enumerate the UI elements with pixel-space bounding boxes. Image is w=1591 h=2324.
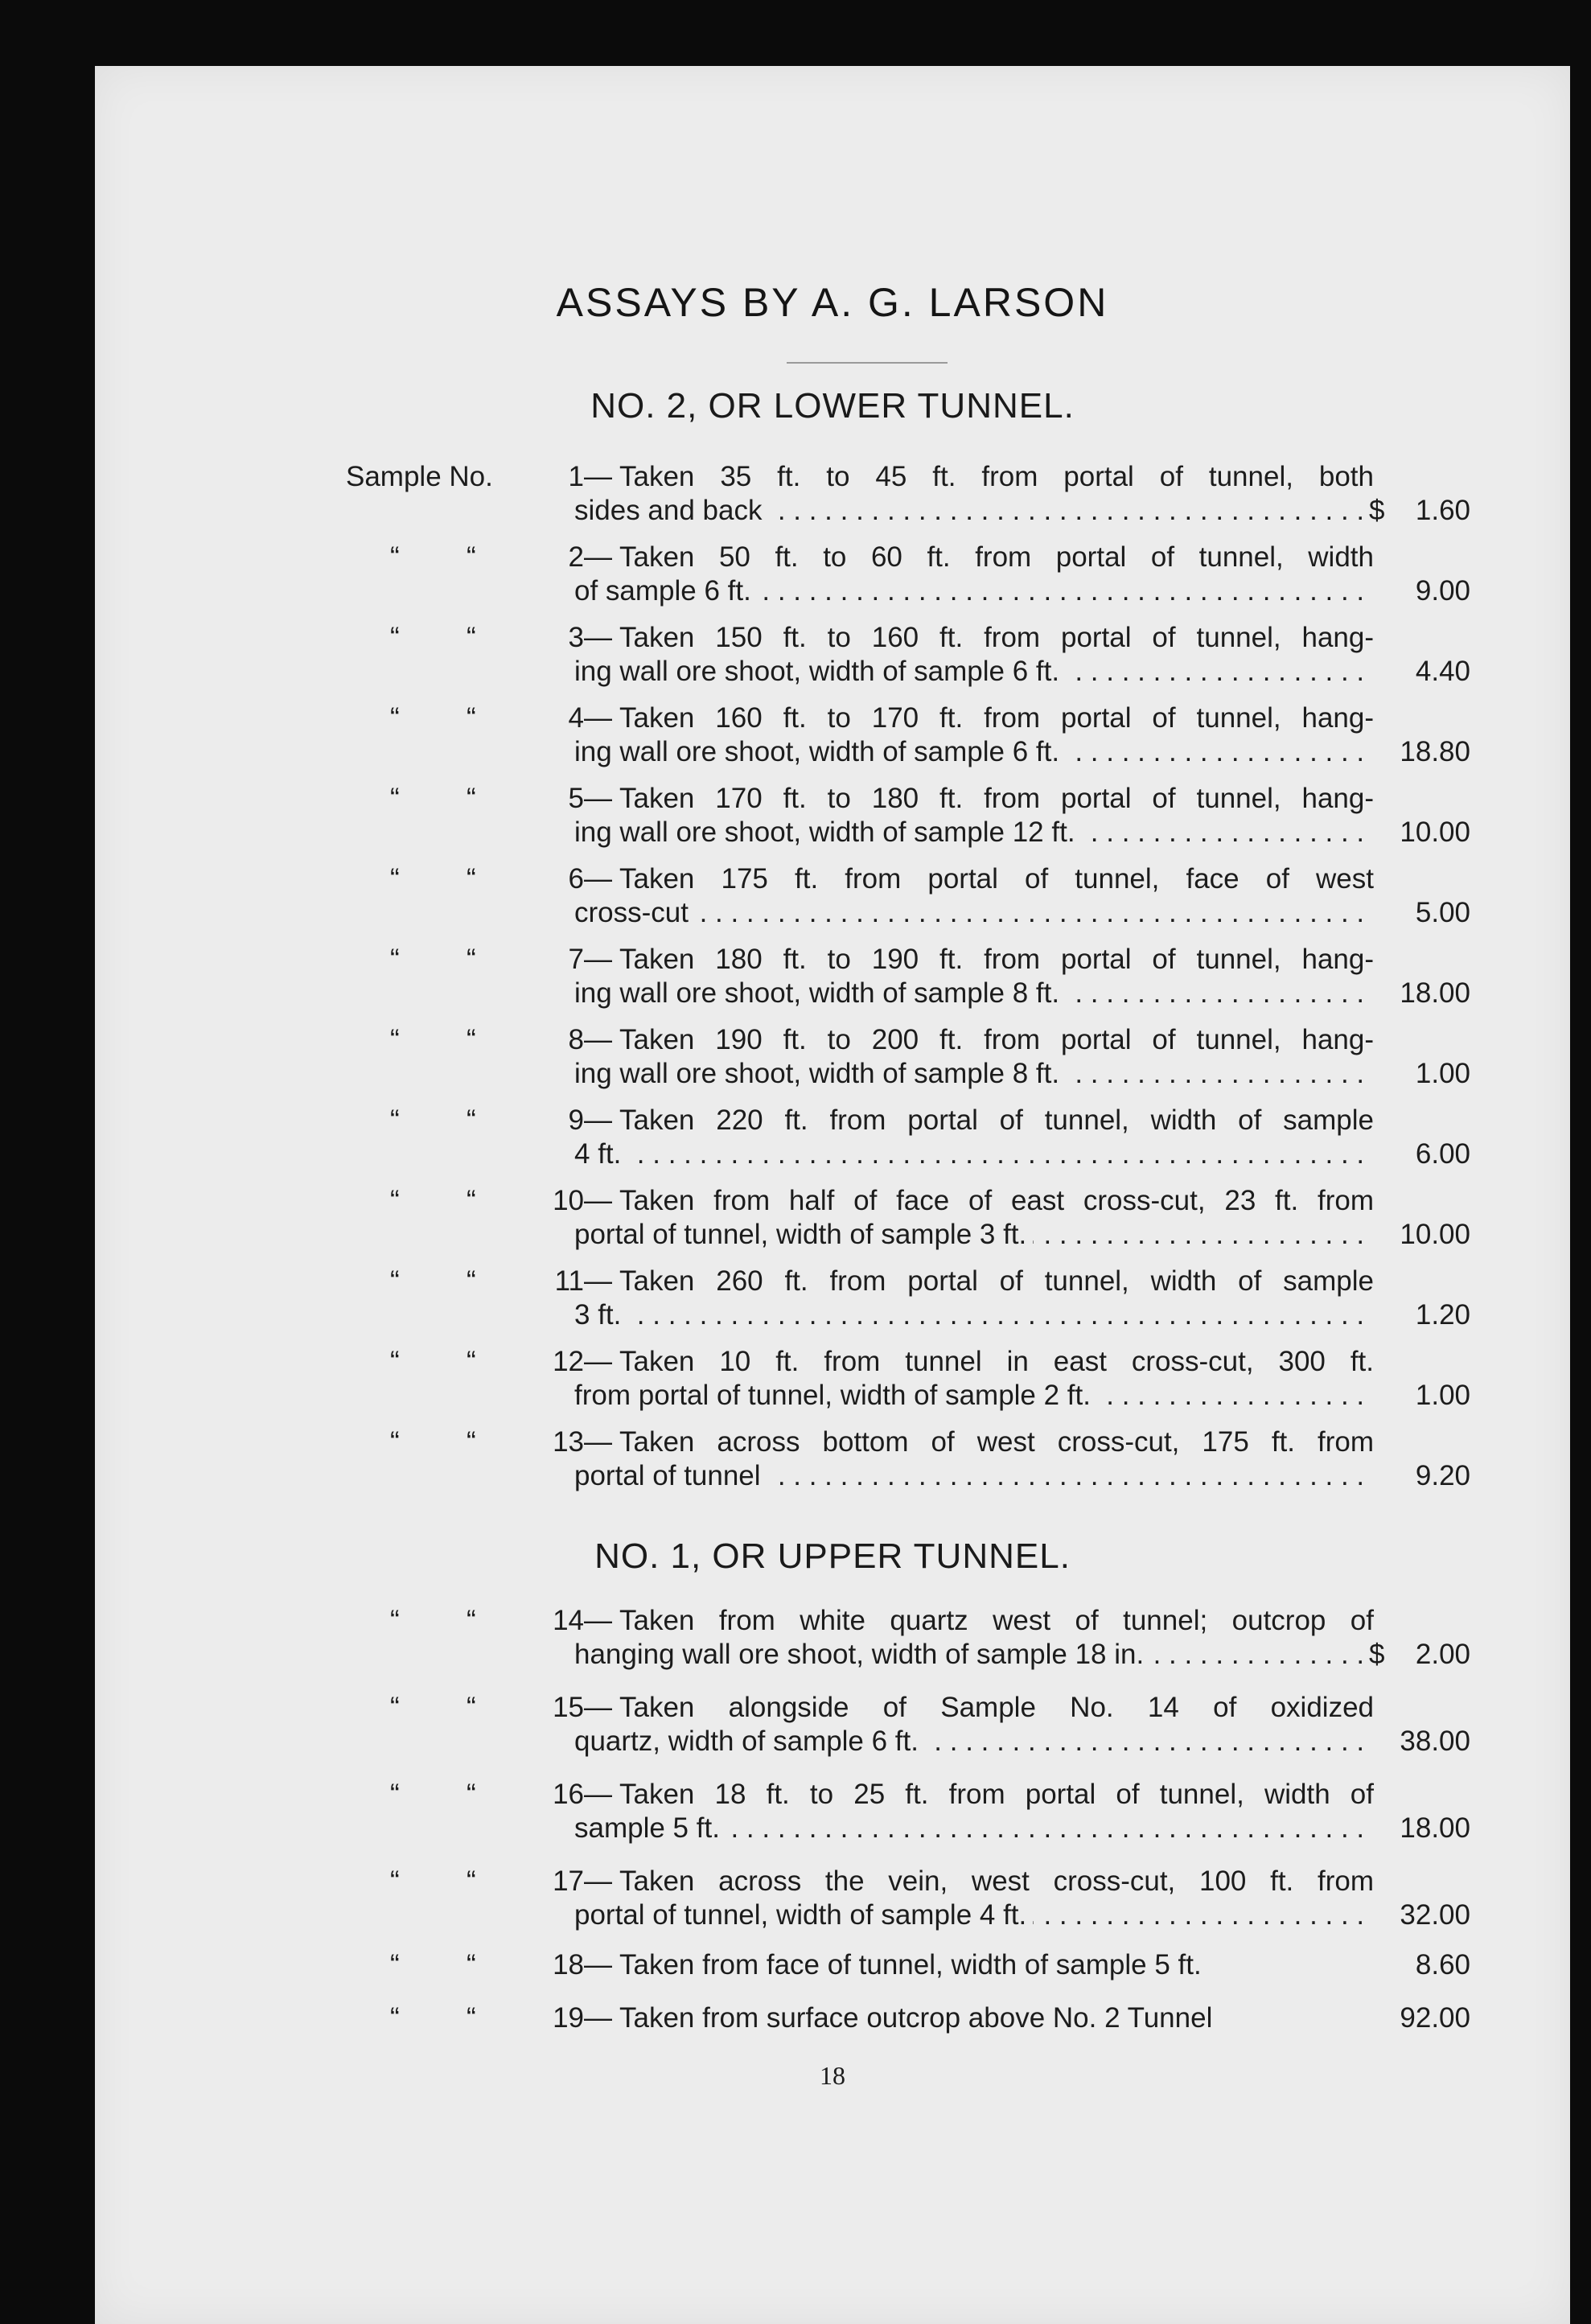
sample-description: Taken 260 ft. from portal of tunnel, width of sample <box>619 1265 1374 1297</box>
assay-value: 32.00 <box>1400 1899 1470 1931</box>
assay-value: 8.60 <box>1415 1949 1470 1981</box>
sample-description: Taken 170 ft. to 180 ft. from portal of tunnel, hang- <box>619 783 1374 814</box>
sample-description: Taken 150 ft. to 160 ft. from portal of tunnel, hang- <box>619 622 1374 653</box>
ditto-mark: “ <box>390 622 400 653</box>
sample-description-text: 3 ft. <box>574 1299 627 1331</box>
dash-separator: — <box>584 541 612 573</box>
sample-number: 9 <box>568 1104 584 1136</box>
ditto-mark: “ <box>390 1949 400 1981</box>
dash-separator: — <box>584 783 612 814</box>
assay-value: 10.00 <box>1400 816 1470 848</box>
assay-value: 92.00 <box>1400 2002 1470 2034</box>
assay-value: 1.60 <box>1415 495 1470 526</box>
ditto-mark: “ <box>390 2002 400 2034</box>
ditto-mark: “ <box>467 1692 476 1723</box>
page-number: 18 <box>820 2061 845 2090</box>
dash-separator: — <box>584 1949 612 1981</box>
dash-separator: — <box>584 622 612 653</box>
ditto-mark: “ <box>467 702 476 734</box>
ditto-mark: “ <box>390 1346 400 1377</box>
sample-description-cont <box>574 1812 1369 1845</box>
sample-number: 15 <box>553 1692 584 1723</box>
assay-value: 18.00 <box>1400 977 1470 1009</box>
sample-description-text: quartz, width of sample 6 ft. <box>574 1726 925 1757</box>
ditto-mark: “ <box>467 1605 476 1636</box>
sample-description: Taken alongside of Sample No. 14 of oxidized <box>619 1692 1374 1723</box>
sample-description: Taken 50 ft. to 60 ft. from portal of tunnel, width <box>619 541 1374 573</box>
sample-description: Taken 35 ft. to 45 ft. from portal of tunnel, both <box>619 461 1374 492</box>
sample-description: Taken from white quartz west of tunnel; outcrop of <box>619 1605 1374 1636</box>
ditto-mark: “ <box>390 1692 400 1723</box>
sample-description-text: ing wall ore shoot, width of sample 6 ft. <box>574 656 1066 687</box>
sample-description: Taken across bottom of west cross-cut, 175 ft. from <box>619 1426 1374 1458</box>
sample-description-cont <box>574 1057 1369 1091</box>
page-title: ASSAYS BY A. G. LARSON <box>556 280 1109 325</box>
sample-description-text: portal of tunnel, width of sample 4 ft. <box>574 1899 1033 1931</box>
sample-description: Taken 190 ft. to 200 ft. from portal of tunnel, hang- <box>619 1024 1374 1055</box>
ditto-mark: “ <box>390 1265 400 1297</box>
sample-description: Taken 160 ft. to 170 ft. from portal of tunnel, hang- <box>619 702 1374 734</box>
ditto-mark: “ <box>390 944 400 975</box>
sample-description-text: Taken from face of tunnel, width of sample 5 ft. <box>619 1949 1208 1981</box>
dash-separator: — <box>584 1692 612 1723</box>
assay-value: 1.20 <box>1415 1299 1470 1331</box>
sample-description-cont <box>574 1218 1369 1252</box>
sample-description-text: portal of tunnel, width of sample 3 ft. <box>574 1219 1033 1250</box>
ditto-mark: “ <box>467 541 476 573</box>
section-heading: NO. 1, OR UPPER TUNNEL. <box>594 1536 1071 1576</box>
dash-separator: — <box>584 1185 612 1216</box>
sample-description-cont <box>574 1137 1369 1171</box>
dash-separator: — <box>584 1104 612 1136</box>
sample-description-text: Taken from surface outcrop above No. 2 Tunnel <box>619 2002 1219 2034</box>
sample-number: 4 <box>568 702 584 734</box>
sample-number: 6 <box>568 863 584 895</box>
ditto-mark: “ <box>390 1024 400 1055</box>
ditto-mark: “ <box>390 783 400 814</box>
sample-description-text: hanging wall ore shoot, width of sample 18 in. <box>574 1639 1150 1670</box>
sample-description-cont <box>574 896 1369 930</box>
assay-value: 4.40 <box>1415 656 1470 687</box>
sample-description-cont <box>574 977 1369 1010</box>
assay-value: 18.00 <box>1400 1812 1470 1844</box>
dash-separator: — <box>584 2002 612 2034</box>
ditto-mark: “ <box>390 1605 400 1636</box>
sample-number: 7 <box>568 944 584 975</box>
ditto-mark: “ <box>390 1779 400 1810</box>
ditto-mark: “ <box>390 1104 400 1136</box>
sample-number: 12 <box>553 1346 584 1377</box>
ditto-mark: “ <box>467 1346 476 1377</box>
dash-separator: — <box>584 1605 612 1636</box>
title-divider <box>787 362 948 364</box>
assay-value: 9.20 <box>1415 1460 1470 1491</box>
sample-number: 13 <box>553 1426 584 1458</box>
dash-separator: — <box>584 1346 612 1377</box>
ditto-mark: “ <box>390 863 400 895</box>
section-heading: NO. 2, OR LOWER TUNNEL. <box>590 386 1075 426</box>
assay-value: 1.00 <box>1415 1380 1470 1411</box>
ditto-mark: “ <box>467 1949 476 1981</box>
assay-value: 10.00 <box>1400 1219 1470 1250</box>
sample-number: 18 <box>553 1949 584 1981</box>
sample-number: 1 <box>568 461 584 492</box>
sample-description-text: sample 5 ft. <box>574 1812 726 1844</box>
sample-description-text: ing wall ore shoot, width of sample 8 ft. <box>574 1058 1066 1089</box>
ditto-mark: “ <box>467 944 476 975</box>
sample-number: 3 <box>568 622 584 653</box>
sample-description: Taken 180 ft. to 190 ft. from portal of tunnel, hang- <box>619 944 1374 975</box>
sample-description: Taken 18 ft. to 25 ft. from portal of tunnel, width of <box>619 1779 1374 1810</box>
ditto-mark: “ <box>467 1426 476 1458</box>
ditto-mark: “ <box>390 541 400 573</box>
sample-description-text: ing wall ore shoot, width of sample 12 ft. <box>574 816 1082 848</box>
sample-number: 14 <box>553 1605 584 1636</box>
dash-separator: — <box>584 1865 612 1897</box>
assay-value: 38.00 <box>1400 1726 1470 1757</box>
dash-separator: — <box>584 1265 612 1297</box>
ditto-mark: “ <box>467 1185 476 1216</box>
sample-description-cont <box>574 1725 1369 1758</box>
assay-value: 1.00 <box>1415 1058 1470 1089</box>
ditto-mark: “ <box>467 1265 476 1297</box>
dash-separator: — <box>584 944 612 975</box>
sample-description-text: sides and back <box>574 495 768 526</box>
dash-separator: — <box>584 1024 612 1055</box>
sample-number: 17 <box>553 1865 584 1897</box>
ditto-mark: “ <box>467 1779 476 1810</box>
dollar-sign: $ <box>1369 1639 1385 1670</box>
sample-label: Sample No. <box>346 461 493 492</box>
dash-separator: — <box>584 1426 612 1458</box>
dash-separator: — <box>584 863 612 895</box>
sample-description-text: portal of tunnel <box>574 1460 767 1491</box>
sample-description-cont <box>574 655 1369 689</box>
sample-description-text: 4 ft. <box>574 1138 627 1170</box>
sample-number: 8 <box>568 1024 584 1055</box>
sample-description-text: of sample 6 ft. <box>574 575 758 607</box>
sample-description <box>619 1948 1374 1982</box>
sample-description-text: ing wall ore shoot, width of sample 8 ft. <box>574 977 1066 1009</box>
ditto-mark: “ <box>467 2002 476 2034</box>
ditto-mark: “ <box>390 702 400 734</box>
ditto-mark: “ <box>390 1865 400 1897</box>
sample-number: 11 <box>554 1265 584 1297</box>
sample-description-cont <box>574 1459 1369 1493</box>
sample-description: Taken 175 ft. from portal of tunnel, face of west <box>619 863 1374 895</box>
sample-number: 5 <box>568 783 584 814</box>
sample-description-cont <box>574 494 1369 528</box>
sample-description <box>619 2001 1374 2035</box>
sample-description-text: from portal of tunnel, width of sample 2 ft. <box>574 1380 1097 1411</box>
assay-value: 6.00 <box>1415 1138 1470 1170</box>
sample-number: 10 <box>553 1185 584 1216</box>
sample-description-cont <box>574 735 1369 769</box>
sample-description: Taken 10 ft. from tunnel in east cross-cut, 300 ft. <box>619 1346 1374 1377</box>
ditto-mark: “ <box>390 1426 400 1458</box>
sample-description-cont <box>574 816 1369 849</box>
sample-description-text: ing wall ore shoot, width of sample 6 ft. <box>574 736 1066 767</box>
sample-description-cont <box>574 1898 1369 1932</box>
dash-separator: — <box>584 702 612 734</box>
sample-description-cont <box>574 1298 1369 1332</box>
ditto-mark: “ <box>467 783 476 814</box>
sample-number: 19 <box>553 2002 584 2034</box>
sample-description: Taken 220 ft. from portal of tunnel, width of sample <box>619 1104 1374 1136</box>
ditto-mark: “ <box>467 1104 476 1136</box>
sample-description-cont <box>574 574 1369 608</box>
assay-value: 9.00 <box>1415 575 1470 607</box>
dash-separator: — <box>584 1779 612 1810</box>
ditto-mark: “ <box>467 1865 476 1897</box>
sample-description: Taken from half of face of east cross-cut, 23 ft. from <box>619 1185 1374 1216</box>
dollar-sign: $ <box>1369 495 1385 526</box>
assay-value: 2.00 <box>1415 1639 1470 1670</box>
ditto-mark: “ <box>467 1024 476 1055</box>
sample-description-cont <box>574 1638 1369 1672</box>
sample-number: 2 <box>568 541 584 573</box>
sample-number: 16 <box>553 1779 584 1810</box>
assay-value: 5.00 <box>1415 897 1470 928</box>
dash-separator: — <box>584 461 612 492</box>
assay-value: 18.80 <box>1400 736 1470 767</box>
ditto-mark: “ <box>467 863 476 895</box>
sample-description-cont <box>574 1379 1369 1413</box>
document-page <box>95 66 1570 2324</box>
ditto-mark: “ <box>467 622 476 653</box>
sample-description-text: cross-cut <box>574 897 695 928</box>
ditto-mark: “ <box>390 1185 400 1216</box>
sample-description: Taken across the vein, west cross-cut, 100 ft. from <box>619 1865 1374 1897</box>
